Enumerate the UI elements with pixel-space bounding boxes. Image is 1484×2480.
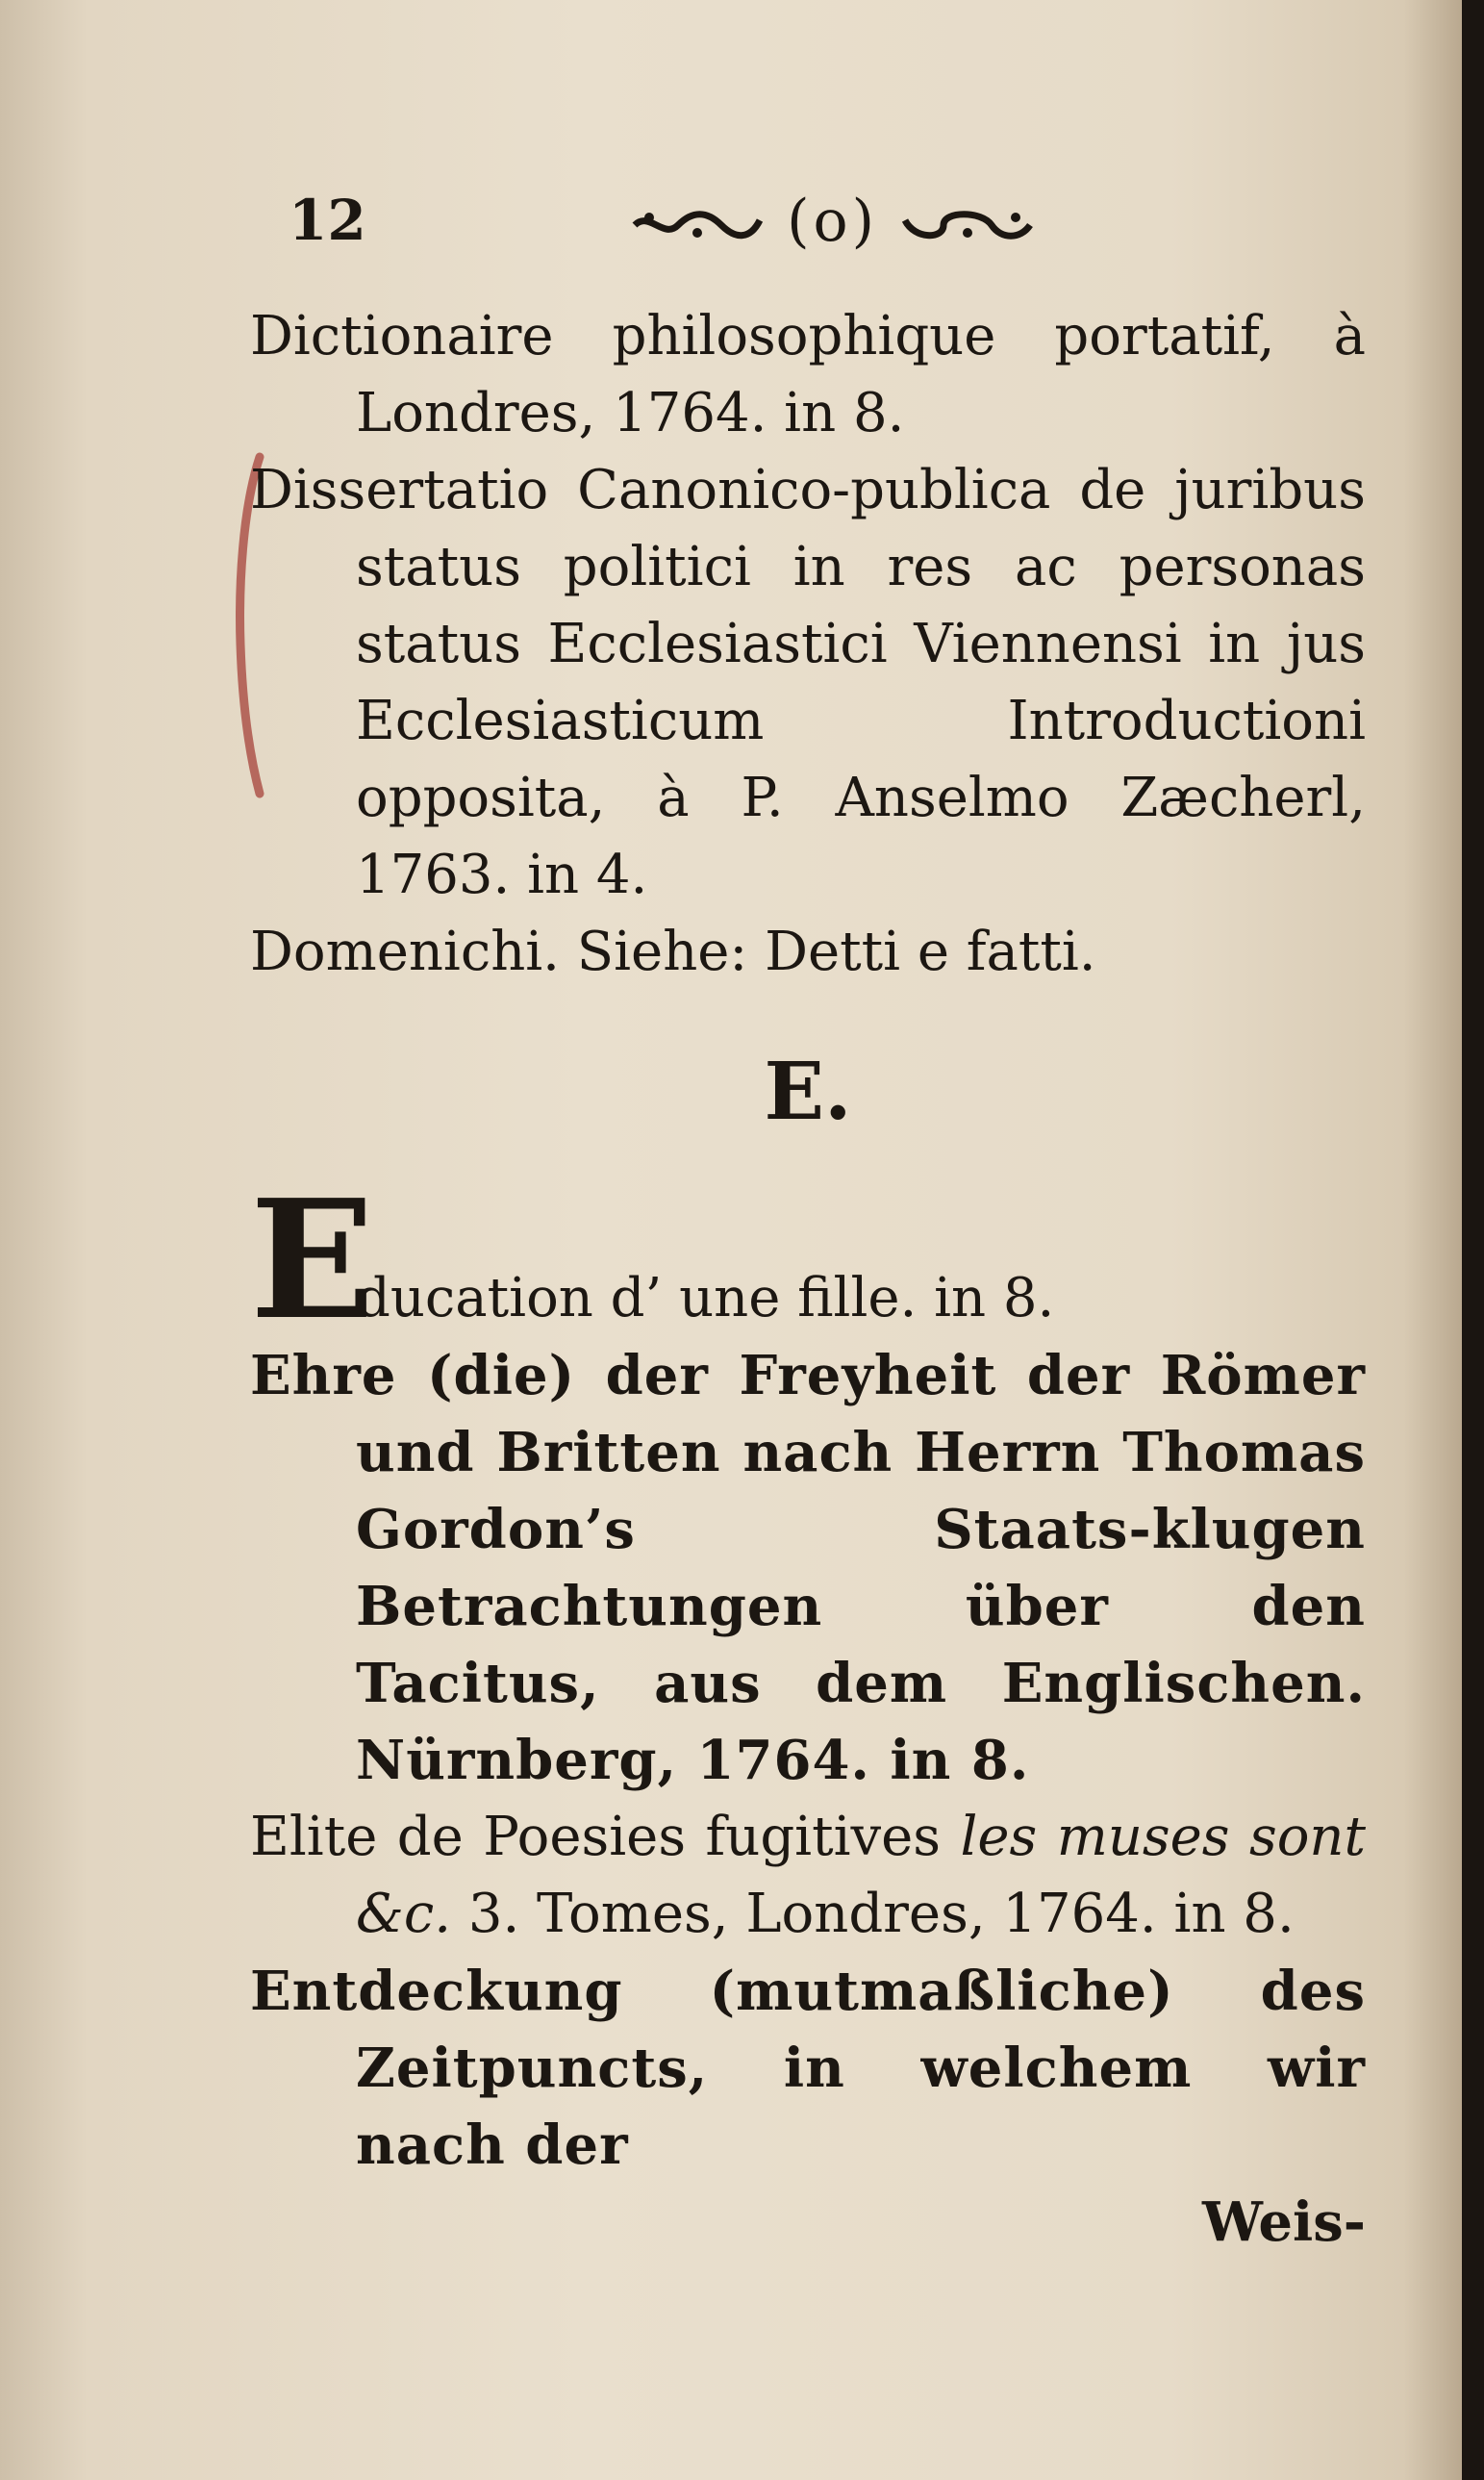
entry-dissertatio: Dissertatio Canonico-publica de juribus status politici in res ac personas status Ecclesiastici Viennensi in jus Ecclesiasticum Introductioni opposita, à P. Anselmo Zæcherl, 1763. in 4.: [250, 459, 1366, 906]
right-ornament-icon: [900, 206, 1035, 244]
entry-elite-italic: les muses sont &c.: [356, 1806, 1366, 1945]
page-number: 12: [289, 188, 366, 253]
page-body: [250, 298, 1366, 2261]
entry-entdeckung: Entdeckung (mutmaßliche) des Zeitpuncts, in welchem wir nach der: [250, 1960, 1366, 2177]
left-ornament-icon: [630, 206, 765, 244]
entry-elite: [250, 1799, 1366, 1953]
book-spine: [1462, 0, 1484, 2480]
catchword: Weis-: [1202, 2190, 1366, 2254]
section-heading-e: E.: [764, 1046, 852, 1138]
entry-domenichi: Domenichi. Siehe: Detti e fatti.: [250, 921, 1096, 983]
entry-education: [250, 1164, 1366, 1356]
entry-ehre: Ehre (die) der Freyheit der Römer und Britten nach Herrn Thomas Gordon’s Staats-klugen Betrachtungen über den Tacitus, aus dem Englischen. Nürnberg, 1764. in 8.: [250, 1344, 1366, 1792]
entry-elite-rest: 3. Tomes, Londres, 1764. in 8.: [451, 1883, 1295, 1945]
running-head-text: (o): [787, 188, 879, 255]
entry-education-text: ducation d’ une fille. in 8.: [356, 1267, 1055, 1329]
page-header: [289, 188, 1346, 274]
entry-elite-title: Elite de Poesies fugitives: [250, 1806, 961, 1868]
drop-capital: E: [250, 1164, 375, 1356]
entry-dictionaire: Dictionaire philosophique portatif, à Londres, 1764. in 8.: [250, 305, 1366, 444]
running-head: [630, 188, 1035, 255]
